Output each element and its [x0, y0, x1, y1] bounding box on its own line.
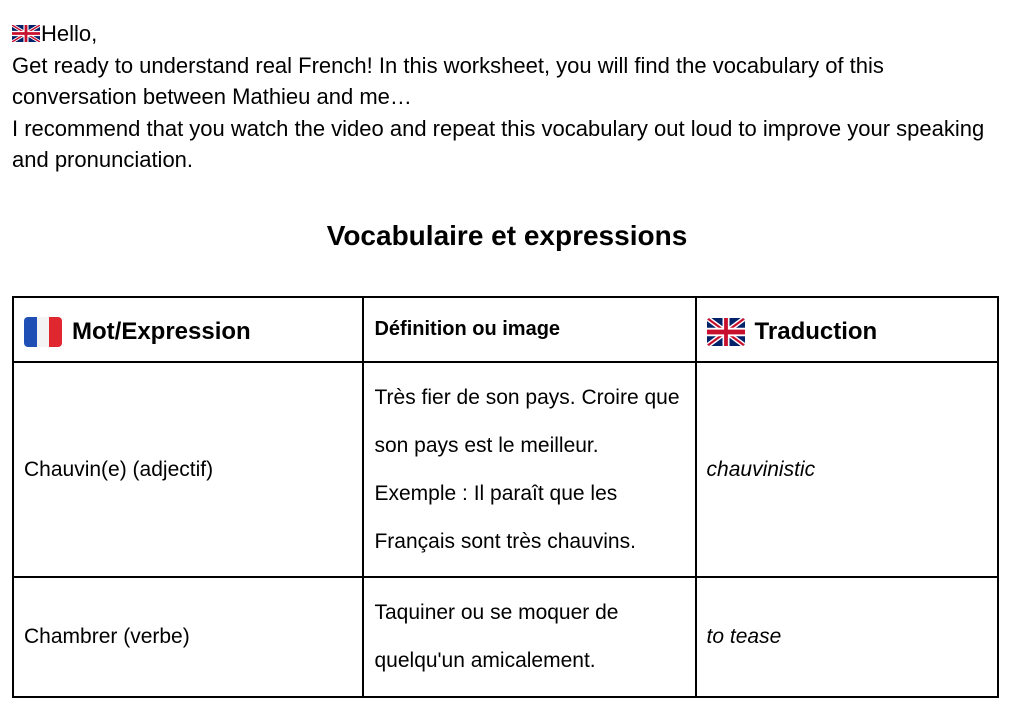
definition-cell: Taquiner ou se moquer de quelqu'un amicalement.: [363, 577, 695, 697]
header-traduction: [696, 297, 998, 362]
section-title: Vocabulaire et expressions: [326, 220, 688, 251]
table-header-row: [13, 297, 998, 362]
intro-paragraph-2: I recommend that you watch the video and repeat this vocabulary out loud to improve your speaking and pronunciation.: [12, 115, 985, 172]
vocabulary-table: [12, 296, 999, 698]
definition-cell: Très fier de son pays. Croire que son pays est le meilleur. Exemple : Il paraît que les Français sont très chauvins.: [363, 362, 695, 577]
uk-flag-icon: [12, 25, 40, 42]
table-row: [13, 577, 998, 697]
header-label: Traduction: [754, 317, 878, 345]
greeting-line: [12, 18, 1002, 50]
word-cell: Chambrer (verbe): [13, 577, 363, 697]
translation-cell: to tease: [696, 577, 998, 697]
france-flag-icon: [24, 317, 62, 347]
header-definition: Définition ou image: [363, 297, 695, 362]
header-label: Mot/Expression: [72, 317, 251, 345]
header-mot-expression: [13, 297, 363, 362]
intro-paragraph-1: Get ready to understand real French! In this worksheet, you will find the vocabulary of this conversation between Mathieu and me…: [12, 52, 884, 109]
translation-cell: chauvinistic: [696, 362, 998, 577]
word-cell: Chauvin(e) (adjectif): [13, 362, 363, 577]
greeting-text: Hello,: [41, 21, 98, 46]
table-row: [13, 362, 998, 577]
uk-flag-icon: [707, 318, 745, 346]
intro-text: [12, 18, 1002, 176]
